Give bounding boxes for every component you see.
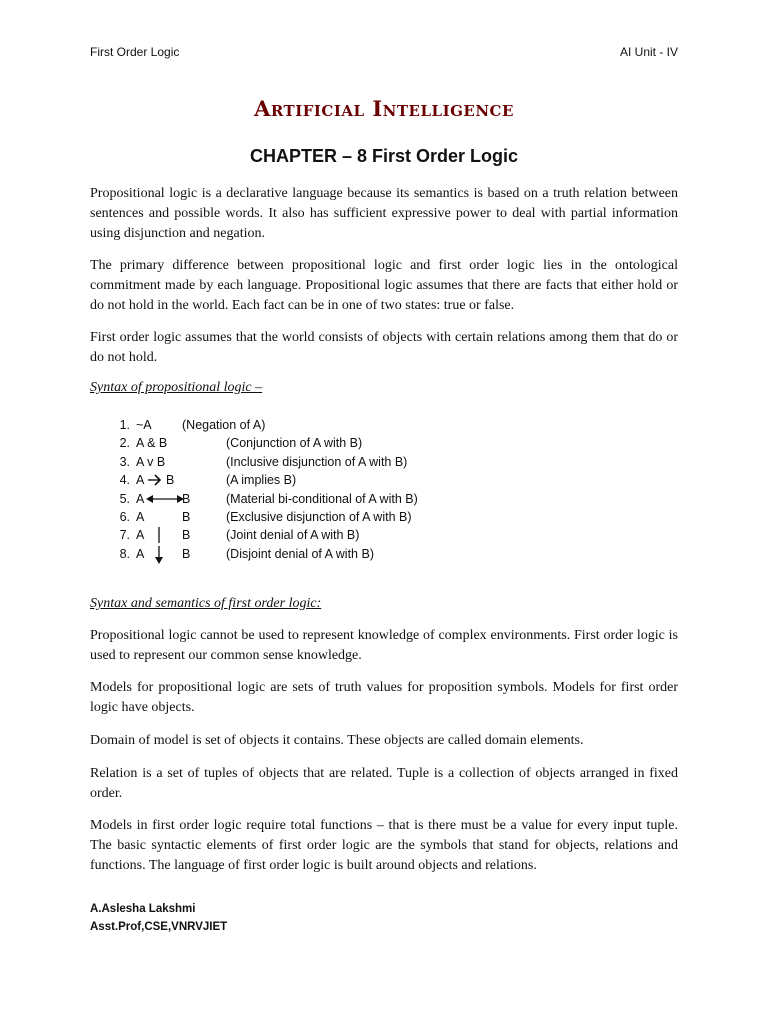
description: (Exclusive disjunction of A with B) bbox=[226, 509, 412, 524]
operand-a: A bbox=[136, 491, 145, 506]
syntax-item bbox=[112, 526, 532, 544]
paragraph-fol-2: Models for propositional logic are sets of truth values for proposition symbols. Models for first order logic have objects. bbox=[90, 680, 678, 715]
paragraph-fol-5: Models in first order logic require total functions – that is there must be a value for every input tuple. The basic syntactic elements of first order logic are the symbols that stand for objects, relations and functions. The language of first order logic is built around objects and relations. bbox=[90, 818, 678, 873]
syntax-item bbox=[112, 545, 532, 563]
running-header-right: AI Unit - IV bbox=[619, 45, 678, 59]
running-header-left: First Order Logic bbox=[90, 45, 180, 59]
right-arrow-icon bbox=[147, 472, 163, 488]
operand-b: B bbox=[182, 546, 191, 561]
paragraph-intro-1: Propositional logic is a declarative language because its semantics is based on a truth relation between sentences and possible words. It also has sufficient expressive power to deal with partial information using disjunction and negation. bbox=[90, 186, 678, 241]
footer bbox=[90, 900, 227, 936]
description: (Inclusive disjunction of A with B) bbox=[226, 454, 408, 469]
section-heading-propositional-syntax: Syntax of propositional logic – bbox=[90, 380, 263, 395]
paragraph-fol-4: Relation is a set of tuples of objects that are related. Tuple is a collection of objects arranged in fixed order. bbox=[90, 766, 678, 801]
operand-b: B bbox=[182, 528, 191, 543]
expression: A v B bbox=[136, 454, 166, 469]
paragraph-fol-3: Domain of model is set of objects it contains. These objects are called domain elements. bbox=[90, 733, 584, 748]
footer-designation: Asst.Prof,CSE,VNRVJIET bbox=[90, 921, 228, 933]
item-number: 8. bbox=[119, 546, 130, 561]
item-number: 1. bbox=[119, 418, 130, 432]
operand-b: B bbox=[166, 473, 175, 488]
item-number: 3. bbox=[119, 454, 130, 469]
description: (Conjunction of A with B) bbox=[226, 436, 363, 451]
description: (Joint denial of A with B) bbox=[226, 528, 360, 543]
item-number: 6. bbox=[119, 509, 130, 524]
syntax-item bbox=[112, 453, 532, 471]
chapter-heading: CHAPTER – 8 First Order Logic bbox=[249, 146, 519, 166]
description: (Material bi-conditional of A with B) bbox=[226, 491, 418, 506]
syntax-item bbox=[112, 490, 532, 508]
down-arrow-icon bbox=[153, 545, 165, 565]
operand-a: A bbox=[136, 509, 145, 524]
syntax-item bbox=[112, 416, 532, 434]
item-number: 7. bbox=[119, 528, 130, 543]
operand-b: B bbox=[182, 491, 191, 506]
description: (A implies B) bbox=[226, 473, 297, 488]
item-number: 2. bbox=[119, 436, 130, 451]
footer-author: A.Aslesha Lakshmi bbox=[90, 903, 196, 915]
operand-a: A bbox=[136, 528, 145, 543]
vertical-bar-icon bbox=[156, 525, 162, 545]
document-title: Artificial Intelligence bbox=[254, 96, 514, 121]
description: (Negation of A) bbox=[182, 418, 266, 432]
syntax-item bbox=[112, 434, 532, 452]
operand-b: B bbox=[182, 509, 191, 524]
operand-a: A bbox=[136, 546, 145, 561]
syntax-item bbox=[112, 508, 532, 526]
expression: A & B bbox=[136, 436, 168, 451]
operand-a: A bbox=[136, 473, 145, 488]
item-number: 5. bbox=[119, 491, 130, 506]
paragraph-intro-2: The primary difference between propositional logic and first order logic lies in the ontological commitment made by each language. Propositional logic assumes that there are facts that either hold or do not hold in the world. Each fact can be in one of two states: true or false. bbox=[90, 258, 678, 313]
paragraph-fol-1: Propositional logic cannot be used to represent knowledge of complex environments. First order logic is used to represent our common sense knowledge. bbox=[90, 628, 678, 663]
paragraph-intro-3: First order logic assumes that the world consists of objects with certain relations among them that do or do not hold. bbox=[90, 330, 678, 365]
expression: ~A bbox=[136, 418, 152, 432]
syntax-item bbox=[112, 471, 532, 489]
item-number: 4. bbox=[119, 473, 130, 488]
syntax-list bbox=[112, 416, 532, 563]
description: (Disjoint denial of A with B) bbox=[226, 546, 374, 561]
double-arrow-icon bbox=[146, 491, 184, 507]
section-heading-fol-syntax: Syntax and semantics of first order logic: bbox=[90, 596, 322, 611]
